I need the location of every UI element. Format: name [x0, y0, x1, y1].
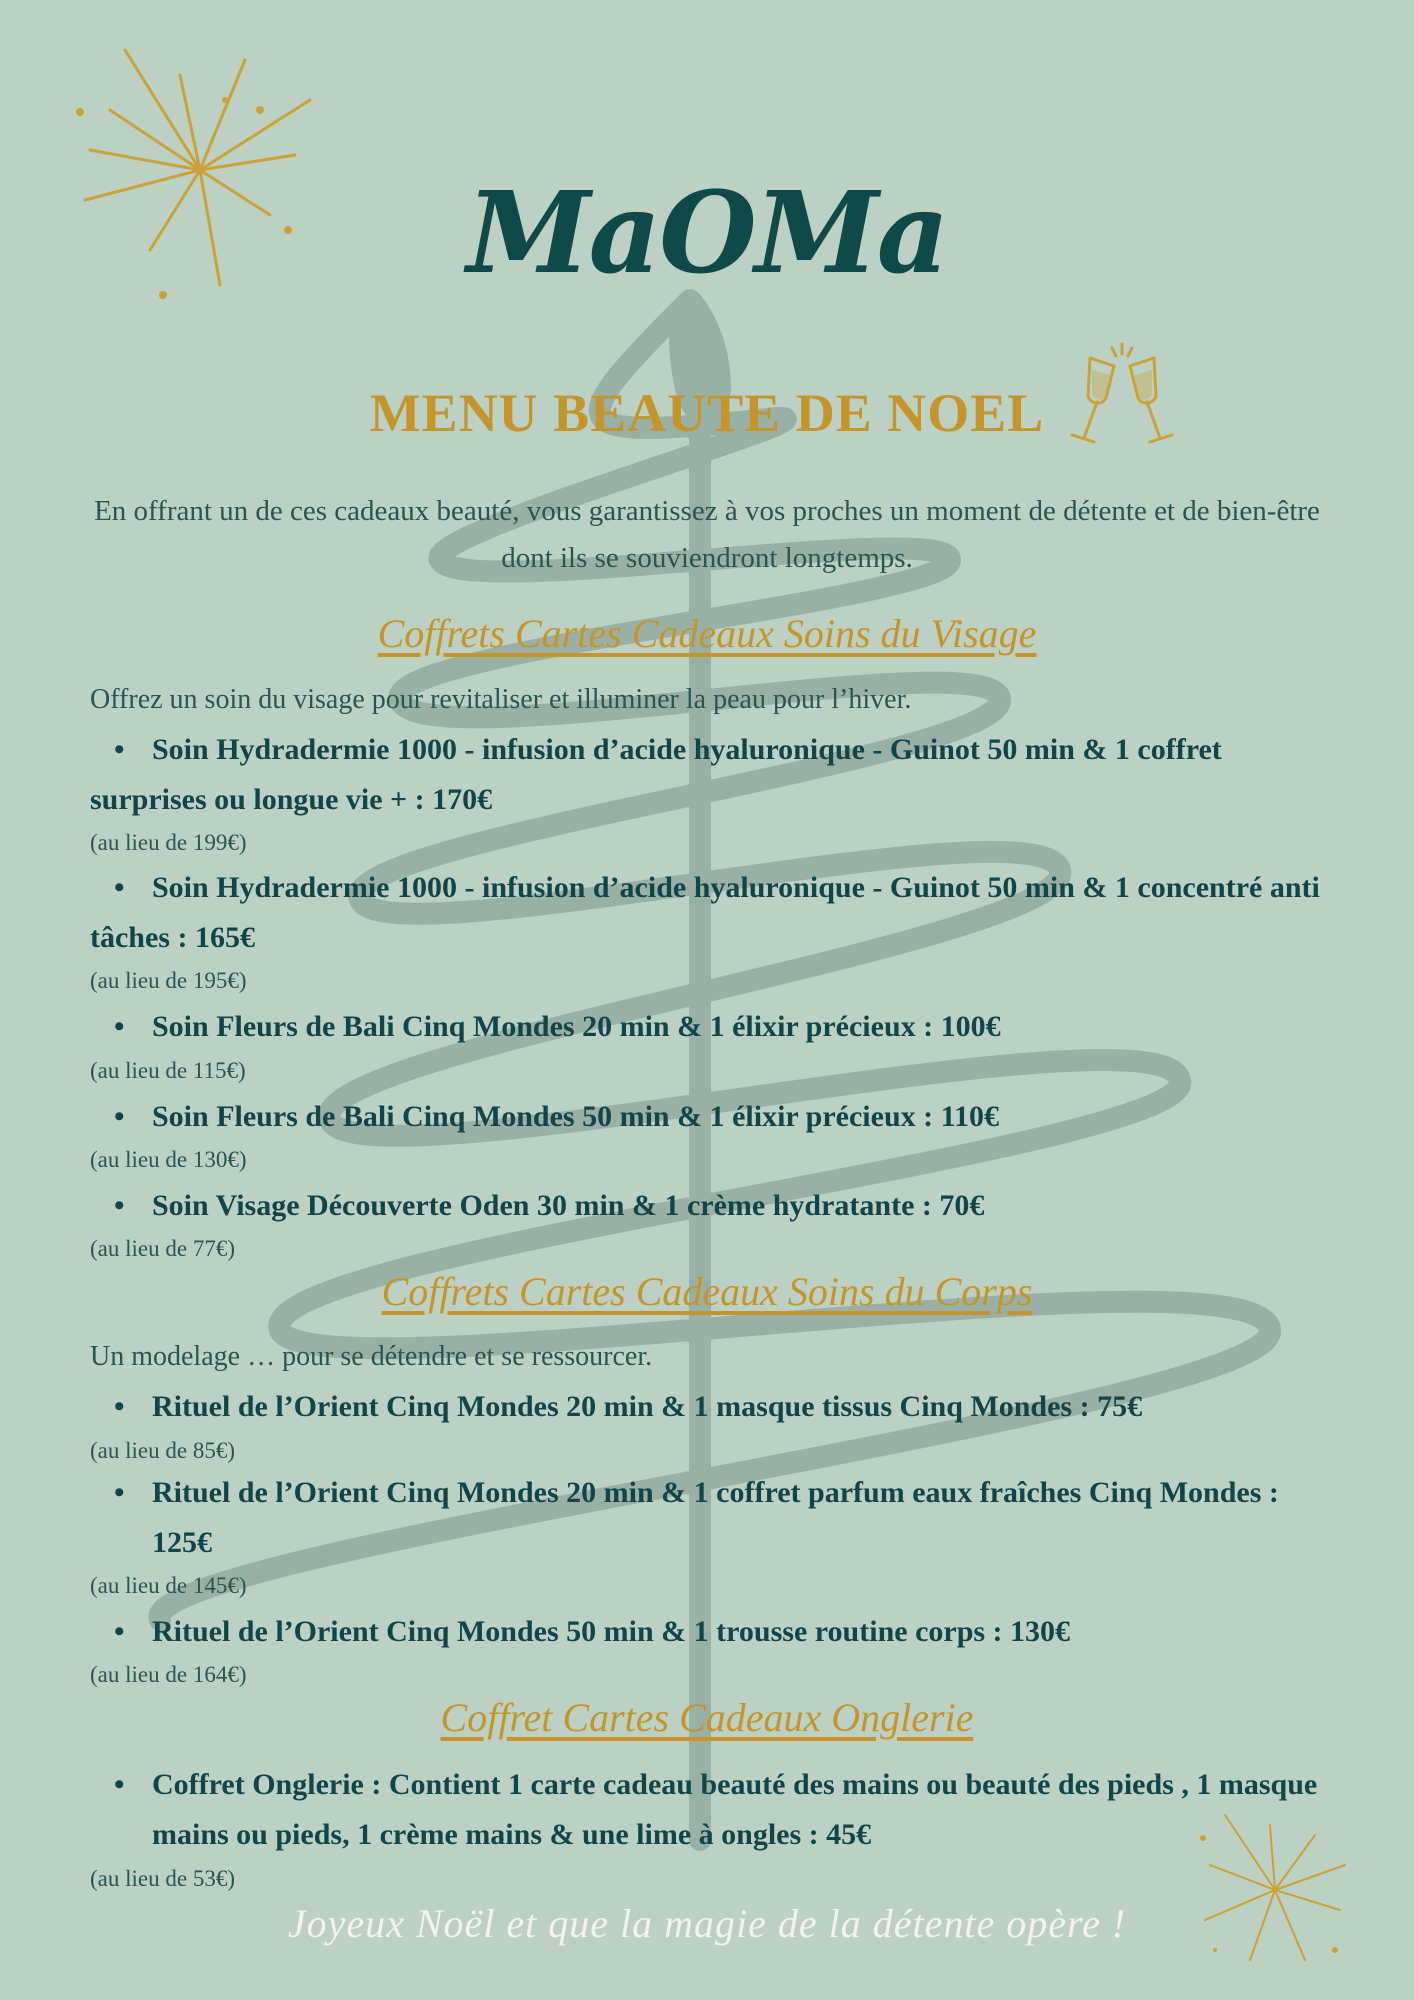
item-text: Rituel de l’Orient Cinq Mondes 20 min & 1 masque tissus Cinq Mondes : 75€	[152, 1390, 1143, 1423]
section-intro-visage: Offrez un soin du visage pour revitaliser et illuminer la peau pour l’hiver.	[90, 684, 912, 715]
brand-logo: MaOMa	[466, 168, 948, 299]
bullet-icon: •	[114, 1615, 125, 1648]
item-text: Rituel de l’Orient Cinq Mondes 50 min & 1 trousse routine corps : 130€	[152, 1615, 1071, 1648]
list-item	[90, 725, 1330, 825]
item-text: Rituel de l’Orient Cinq Mondes 20 min & 1 coffret parfum eaux fraîches Cinq Mondes : 125€	[152, 1476, 1279, 1559]
bullet-icon: •	[114, 1189, 125, 1222]
regular-price: (au lieu de 85€)	[90, 1438, 235, 1463]
champagne-glasses-icon	[1062, 340, 1182, 450]
list-item	[90, 1382, 1330, 1432]
regular-price: (au lieu de 53€)	[90, 1866, 235, 1891]
list-item	[90, 1468, 1330, 1568]
section-title-onglerie: Coffret Cartes Cadeaux Onglerie	[440, 1695, 974, 1740]
item-text: Soin Visage Découverte Oden 30 min & 1 crème hydratante : 70€	[152, 1189, 985, 1222]
bullet-icon: •	[114, 1390, 125, 1423]
item-text: Coffret Onglerie : Contient 1 carte cadeau beauté des mains ou beauté des pieds , 1 masque mains ou pieds, 1 crème mains & une lime à ongles : 45€	[152, 1768, 1318, 1851]
regular-price: (au lieu de 199€)	[90, 830, 247, 855]
item-text: Soin Hydradermie 1000 - infusion d’acide hyaluronique - Guinot 50 min & 1 coffret surprises ou longue vie + : 170€	[90, 733, 1222, 816]
bullet-icon: •	[114, 1476, 125, 1509]
regular-price: (au lieu de 115€)	[90, 1058, 246, 1083]
list-item	[90, 1181, 1330, 1231]
bullet-icon: •	[114, 871, 125, 904]
list-item	[90, 1607, 1330, 1657]
intro-text: En offrant un de ces cadeaux beauté, vous garantissez à vos proches un moment de détente et de bien-être dont ils se souviendront longtemps.	[94, 495, 1320, 574]
regular-price: (au lieu de 145€)	[90, 1573, 247, 1598]
closing-message: Joyeux Noël et que la magie de la détente opère !	[287, 1901, 1127, 1946]
section-intro-corps: Un modelage … pour se détendre et se ressourcer.	[90, 1341, 653, 1372]
list-item	[90, 863, 1330, 963]
bullet-icon: •	[114, 1010, 125, 1043]
bullet-icon: •	[114, 1768, 125, 1801]
regular-price: (au lieu de 195€)	[90, 968, 247, 993]
list-item	[90, 1092, 1330, 1142]
regular-price: (au lieu de 164€)	[90, 1662, 247, 1687]
section-title-visage: Coffrets Cartes Cadeaux Soins du Visage	[377, 611, 1037, 656]
page-title: MENU BEAUTE DE NOEL	[369, 383, 1045, 443]
list-item	[90, 1760, 1330, 1860]
regular-price: (au lieu de 77€)	[90, 1236, 235, 1261]
regular-price: (au lieu de 130€)	[90, 1147, 247, 1172]
section-title-corps: Coffrets Cartes Cadeaux Soins du Corps	[381, 1269, 1033, 1314]
item-text: Soin Hydradermie 1000 - infusion d’acide hyaluronique - Guinot 50 min & 1 concentré anti tâches : 165€	[90, 871, 1320, 954]
bullet-icon: •	[114, 733, 125, 766]
bullet-icon: •	[114, 1100, 125, 1133]
item-text: Soin Fleurs de Bali Cinq Mondes 50 min & 1 élixir précieux : 110€	[152, 1100, 999, 1133]
list-item	[90, 1002, 1330, 1052]
item-text: Soin Fleurs de Bali Cinq Mondes 20 min & 1 élixir précieux : 100€	[152, 1010, 1001, 1043]
